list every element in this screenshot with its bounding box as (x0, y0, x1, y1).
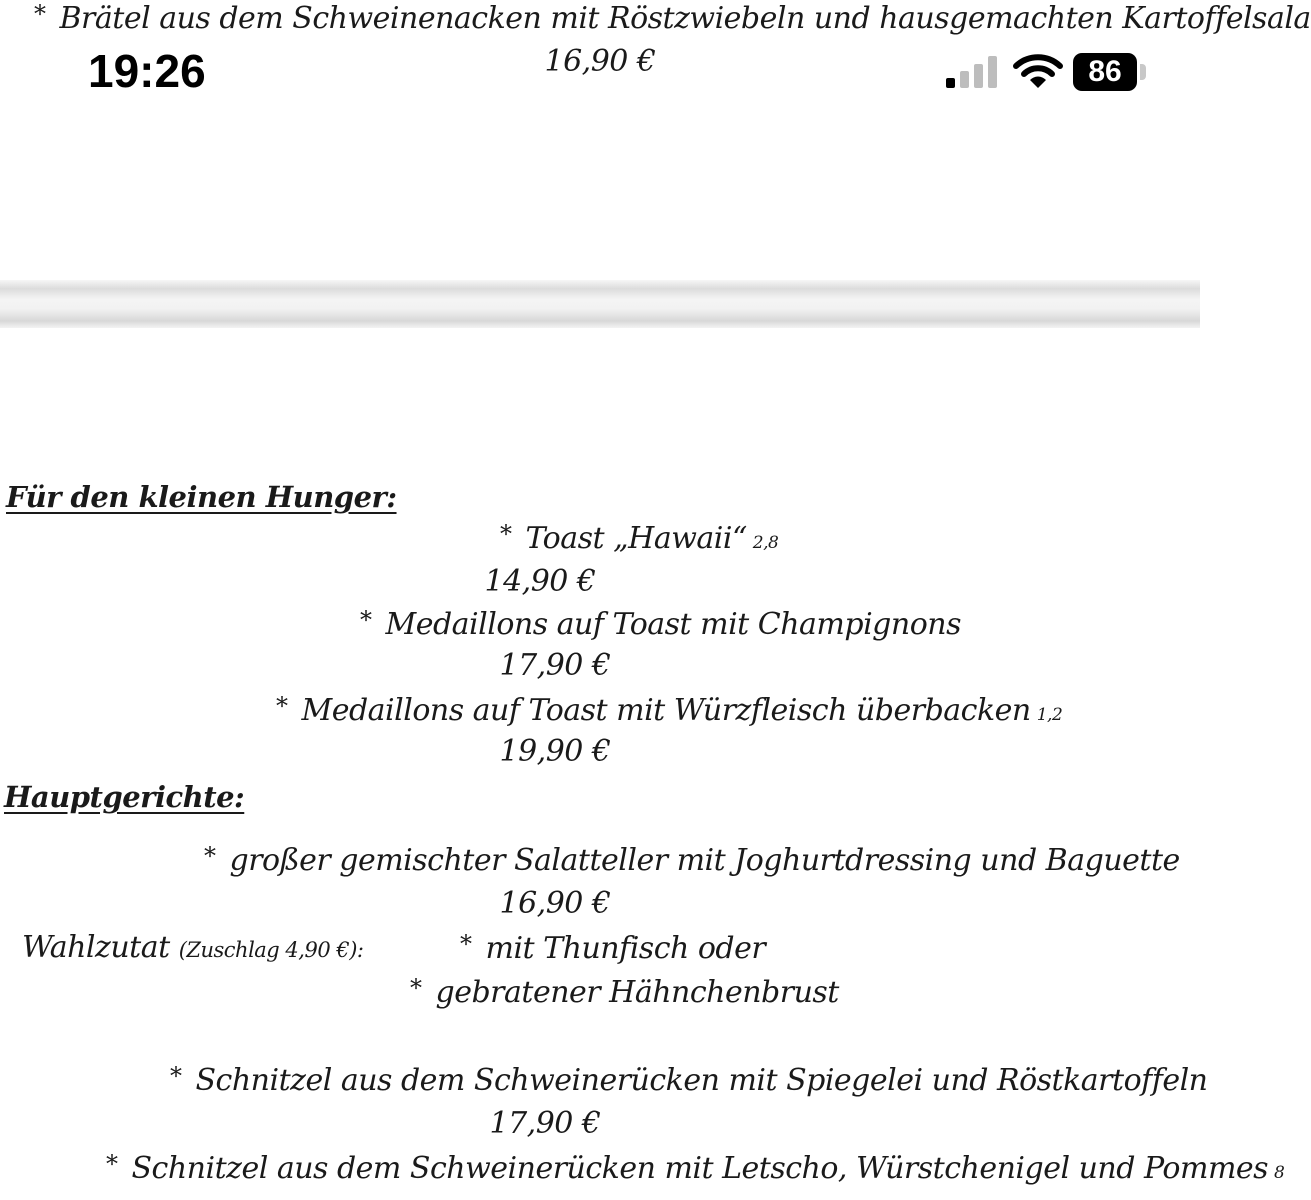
menu-item-schnitzel-spiegelei (170, 1062, 1208, 1098)
menu-item-name: großer gemischter Salatteller mit Joghurtdressing und Baguette (229, 843, 1180, 878)
status-time: 19:26 (88, 45, 206, 97)
bullet-star: * (106, 1150, 118, 1178)
menu-item-price: 16,90 € (544, 44, 656, 79)
option-surcharge: (Zuschlag 4,90 €): (178, 938, 364, 962)
menu-item-name: Toast „Hawaii“ (525, 521, 747, 556)
menu-item-salad-plate (204, 842, 1180, 878)
option-item-text: mit Thunfisch oder (485, 931, 766, 966)
menu-item-price: 17,90 € (499, 648, 611, 683)
menu-item-name: Schnitzel aus dem Schweinerücken mit Spiegelei und Röstkartoffeln (195, 1063, 1208, 1098)
bullet-star: * (204, 842, 216, 870)
bullet-star: * (34, 0, 46, 28)
menu-item-toast-hawaii (500, 520, 778, 556)
bullet-star: * (460, 930, 472, 958)
option-label-text: Wahlzutat (22, 930, 170, 965)
section-heading-small-hunger: Für den kleinen Hunger: (6, 480, 397, 514)
menu-item-name: Medaillons auf Toast mit Champignons (385, 607, 961, 642)
wifi-icon (1014, 54, 1062, 90)
menu-item-price: 14,90 € (484, 564, 596, 599)
menu-item-name: Medaillons auf Toast mit Würzfleisch überbacken (301, 693, 1031, 728)
menu-item-price: 16,90 € (499, 886, 611, 921)
menu-item-price: 17,90 € (489, 1106, 601, 1141)
additive-note: 8 (1274, 1163, 1285, 1183)
menu-item-medaillons-champignons (360, 606, 961, 642)
additive-note: 1,2 (1036, 705, 1063, 725)
option-item-text: gebratener Hähnchenbrust (435, 975, 839, 1010)
page-divider (0, 280, 1200, 328)
bullet-star: * (500, 520, 512, 548)
bullet-star: * (360, 606, 372, 634)
option-label (22, 930, 364, 965)
menu-item-schnitzel-letscho (106, 1150, 1284, 1186)
menu-item-medaillons-wuerzfleisch (276, 692, 1062, 728)
bullet-star: * (276, 692, 288, 720)
cellular-signal-icon (946, 56, 1000, 88)
option-item-chicken (410, 974, 839, 1010)
menu-item-name: Brätel aus dem Schweinenacken mit Röstzwiebeln und hausgemachten Kartoffelsala (59, 1, 1311, 36)
bullet-star: * (170, 1062, 182, 1090)
menu-item-braetel (34, 0, 1311, 36)
option-item-tuna (460, 930, 765, 966)
bullet-star: * (410, 974, 422, 1002)
menu-item-name: Schnitzel aus dem Schweinerücken mit Letscho, Würstchenigel und Pommes (131, 1151, 1269, 1186)
battery-nub (1140, 64, 1146, 80)
menu-item-price: 19,90 € (499, 734, 611, 769)
additive-note: 2,8 (752, 533, 779, 553)
battery-indicator: 86 (1073, 53, 1137, 91)
section-heading-main-courses: Hauptgerichte: (4, 780, 245, 814)
